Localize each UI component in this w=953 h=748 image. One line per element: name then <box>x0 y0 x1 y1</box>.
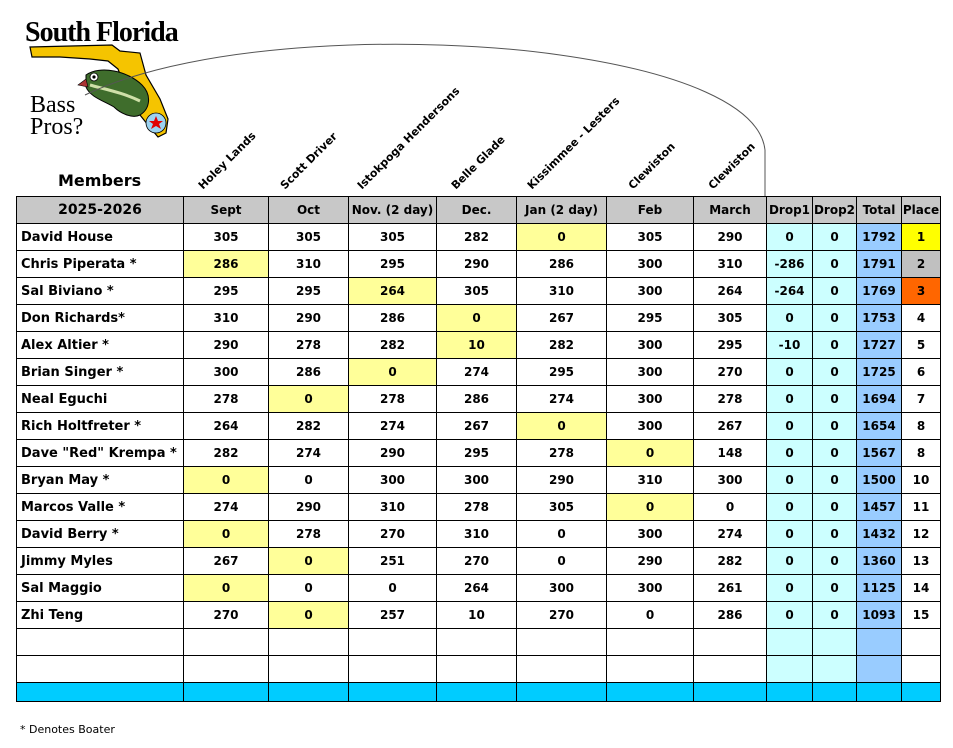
score-cell: 270 <box>349 521 437 548</box>
score-cell: 300 <box>607 575 694 602</box>
score-cell: 0 <box>184 521 269 548</box>
venue-label-dec: Belle Glade <box>448 133 508 192</box>
header-row <box>17 197 941 224</box>
score-cell: 0 <box>349 575 437 602</box>
empty-cell <box>857 629 902 656</box>
score-cell: 300 <box>607 251 694 278</box>
total-cell: 1769 <box>857 278 902 305</box>
score-cell: 310 <box>349 494 437 521</box>
place-cell: 13 <box>902 548 941 575</box>
drop1-cell: 0 <box>767 521 813 548</box>
drop1-cell: -10 <box>767 332 813 359</box>
member-name: Sal Maggio <box>17 575 184 602</box>
member-name: Dave "Red" Krempa * <box>17 440 184 467</box>
score-cell: 300 <box>184 359 269 386</box>
member-name: Rich Holtfreter * <box>17 413 184 440</box>
score-cell: 305 <box>349 224 437 251</box>
empty-cell <box>694 629 767 656</box>
place-cell: 2 <box>902 251 941 278</box>
venue-label-march: Clewiston <box>705 140 758 192</box>
score-cell: 264 <box>437 575 517 602</box>
drop1-cell: 0 <box>767 386 813 413</box>
score-cell: 300 <box>607 521 694 548</box>
place-cell: 14 <box>902 575 941 602</box>
empty-cell <box>17 629 184 656</box>
score-cell: 305 <box>437 278 517 305</box>
place-cell: 8 <box>902 440 941 467</box>
total-cell: 1432 <box>857 521 902 548</box>
score-cell: 278 <box>517 440 607 467</box>
table-row <box>17 386 941 413</box>
footer-bar-cell <box>694 683 767 702</box>
empty-cell <box>902 629 941 656</box>
total-cell: 1654 <box>857 413 902 440</box>
score-cell: 290 <box>607 548 694 575</box>
table-row <box>17 305 941 332</box>
drop2-cell: 0 <box>813 332 857 359</box>
score-cell: 295 <box>349 251 437 278</box>
score-cell: 274 <box>437 359 517 386</box>
score-cell: 282 <box>349 332 437 359</box>
score-cell: 286 <box>694 602 767 629</box>
place-cell: 12 <box>902 521 941 548</box>
member-name: Neal Eguchi <box>17 386 184 413</box>
table-row <box>17 278 941 305</box>
score-cell: 282 <box>269 413 349 440</box>
footer-bar-cell <box>813 683 857 702</box>
score-cell: 295 <box>184 278 269 305</box>
score-cell: 0 <box>607 602 694 629</box>
member-name: Don Richards* <box>17 305 184 332</box>
score-cell: 0 <box>607 440 694 467</box>
score-cell: 310 <box>517 278 607 305</box>
score-cell: 267 <box>694 413 767 440</box>
empty-cell <box>902 656 941 683</box>
table-row <box>17 359 941 386</box>
score-cell: 274 <box>517 386 607 413</box>
score-cell: 295 <box>269 278 349 305</box>
table-row <box>17 440 941 467</box>
venue-label-nov: Istokpoga Hendersons <box>354 84 463 192</box>
drop1-cell: -286 <box>767 251 813 278</box>
empty-cell <box>269 656 349 683</box>
drop2-cell: 0 <box>813 521 857 548</box>
total-cell: 1725 <box>857 359 902 386</box>
footer-bar-cell <box>607 683 694 702</box>
place-cell: 1 <box>902 224 941 251</box>
drop2-cell: 0 <box>813 251 857 278</box>
score-cell: 300 <box>437 467 517 494</box>
score-cell: 0 <box>517 521 607 548</box>
score-cell: 278 <box>269 521 349 548</box>
score-cell: 310 <box>437 521 517 548</box>
drop2-cell: 0 <box>813 278 857 305</box>
score-cell: 282 <box>694 548 767 575</box>
member-name: Zhi Teng <box>17 602 184 629</box>
score-cell: 290 <box>349 440 437 467</box>
place-cell: 7 <box>902 386 941 413</box>
empty-cell <box>767 656 813 683</box>
score-cell: 282 <box>184 440 269 467</box>
empty-cell <box>437 629 517 656</box>
member-name: Bryan May * <box>17 467 184 494</box>
venue-label-sept: Holey Lands <box>195 129 259 192</box>
empty-cell <box>694 656 767 683</box>
venue-label-oct: Scott Driver <box>277 129 340 192</box>
place-cell: 11 <box>902 494 941 521</box>
score-cell: 0 <box>269 467 349 494</box>
col-header-jan: Jan (2 day) <box>517 197 607 224</box>
score-cell: 0 <box>437 305 517 332</box>
table-row <box>17 548 941 575</box>
drop1-cell: 0 <box>767 494 813 521</box>
col-header-dec: Dec. <box>437 197 517 224</box>
member-name: Jimmy Myles <box>17 548 184 575</box>
drop2-cell: 0 <box>813 575 857 602</box>
score-cell: 300 <box>607 359 694 386</box>
score-cell: 305 <box>184 224 269 251</box>
drop1-cell: 0 <box>767 548 813 575</box>
score-cell: 0 <box>269 602 349 629</box>
score-cell: 270 <box>694 359 767 386</box>
score-cell: 278 <box>437 494 517 521</box>
drop1-cell: 0 <box>767 359 813 386</box>
score-cell: 0 <box>517 224 607 251</box>
total-cell: 1125 <box>857 575 902 602</box>
empty-cell <box>269 629 349 656</box>
score-cell: 300 <box>607 386 694 413</box>
drop2-cell: 0 <box>813 305 857 332</box>
score-cell: 310 <box>694 251 767 278</box>
col-header-feb: Feb <box>607 197 694 224</box>
col-header-total: Total <box>857 197 902 224</box>
total-cell: 1791 <box>857 251 902 278</box>
score-cell: 305 <box>607 224 694 251</box>
drop2-cell: 0 <box>813 548 857 575</box>
score-cell: 278 <box>349 386 437 413</box>
footer-bar-cell <box>517 683 607 702</box>
empty-cell <box>349 629 437 656</box>
total-cell: 1792 <box>857 224 902 251</box>
score-cell: 278 <box>269 332 349 359</box>
table-row <box>17 575 941 602</box>
empty-cell <box>607 629 694 656</box>
score-cell: 290 <box>269 305 349 332</box>
score-cell: 274 <box>349 413 437 440</box>
total-cell: 1567 <box>857 440 902 467</box>
score-cell: 300 <box>607 332 694 359</box>
score-cell: 282 <box>437 224 517 251</box>
score-cell: 0 <box>349 359 437 386</box>
venue-label-jan: Kissimmee - Lesters <box>524 94 623 192</box>
logo-title: South Florida <box>25 17 178 48</box>
empty-cell <box>517 656 607 683</box>
score-cell: 300 <box>349 467 437 494</box>
table-row <box>17 251 941 278</box>
score-cell: 278 <box>694 386 767 413</box>
score-cell: 290 <box>269 494 349 521</box>
score-cell: 295 <box>517 359 607 386</box>
score-cell: 286 <box>349 305 437 332</box>
drop2-cell: 0 <box>813 440 857 467</box>
score-cell: 0 <box>607 494 694 521</box>
place-cell: 5 <box>902 332 941 359</box>
total-cell: 1694 <box>857 386 902 413</box>
place-cell: 8 <box>902 413 941 440</box>
place-cell: 3 <box>902 278 941 305</box>
empty-cell <box>184 629 269 656</box>
footer-bar-cell <box>17 683 184 702</box>
score-cell: 270 <box>517 602 607 629</box>
total-cell: 1753 <box>857 305 902 332</box>
footer-bar-cell <box>857 683 902 702</box>
drop1-cell: 0 <box>767 305 813 332</box>
empty-row <box>17 656 941 683</box>
footer-bar-cell <box>767 683 813 702</box>
drop2-cell: 0 <box>813 602 857 629</box>
drop2-cell: 0 <box>813 494 857 521</box>
score-cell: 282 <box>517 332 607 359</box>
score-cell: 0 <box>269 575 349 602</box>
members-label: Members <box>58 171 142 190</box>
score-cell: 278 <box>184 386 269 413</box>
score-cell: 251 <box>349 548 437 575</box>
score-cell: 270 <box>184 602 269 629</box>
score-cell: 267 <box>437 413 517 440</box>
empty-cell <box>813 656 857 683</box>
table-row <box>17 224 941 251</box>
empty-cell <box>17 656 184 683</box>
score-cell: 310 <box>607 467 694 494</box>
standings-table <box>16 196 941 702</box>
empty-cell <box>184 656 269 683</box>
score-cell: 264 <box>694 278 767 305</box>
col-header-march: March <box>694 197 767 224</box>
score-cell: 310 <box>184 305 269 332</box>
score-cell: 274 <box>184 494 269 521</box>
footer-bar-cell <box>437 683 517 702</box>
score-cell: 295 <box>437 440 517 467</box>
score-cell: 0 <box>694 494 767 521</box>
table-row <box>17 521 941 548</box>
score-cell: 290 <box>694 224 767 251</box>
member-name: David House <box>17 224 184 251</box>
score-cell: 261 <box>694 575 767 602</box>
score-cell: 257 <box>349 602 437 629</box>
table-row <box>17 467 941 494</box>
member-name: Chris Piperata * <box>17 251 184 278</box>
logo-line-pros: Pros? <box>30 114 84 140</box>
col-header-drop2: Drop2 <box>813 197 857 224</box>
score-cell: 0 <box>269 548 349 575</box>
score-cell: 300 <box>607 413 694 440</box>
total-cell: 1093 <box>857 602 902 629</box>
score-cell: 300 <box>607 278 694 305</box>
footer-bar-row <box>17 683 941 702</box>
score-cell: 305 <box>517 494 607 521</box>
empty-row <box>17 629 941 656</box>
drop2-cell: 0 <box>813 386 857 413</box>
footer-bar-cell <box>349 683 437 702</box>
table-row <box>17 413 941 440</box>
drop1-cell: 0 <box>767 224 813 251</box>
member-name: Sal Biviano * <box>17 278 184 305</box>
empty-cell <box>857 656 902 683</box>
logo-line-bass: Bass <box>30 92 76 118</box>
drop2-cell: 0 <box>813 224 857 251</box>
empty-cell <box>813 629 857 656</box>
season-label: 2025-2026 <box>17 197 184 224</box>
score-cell: 0 <box>269 386 349 413</box>
score-cell: 0 <box>184 467 269 494</box>
score-cell: 295 <box>607 305 694 332</box>
drop2-cell: 0 <box>813 413 857 440</box>
member-name: Alex Altier * <box>17 332 184 359</box>
place-cell: 15 <box>902 602 941 629</box>
score-cell: 295 <box>694 332 767 359</box>
drop1-cell: 0 <box>767 602 813 629</box>
drop1-cell: 0 <box>767 413 813 440</box>
score-cell: 286 <box>437 386 517 413</box>
footer-bar-cell <box>902 683 941 702</box>
empty-cell <box>437 656 517 683</box>
score-cell: 305 <box>694 305 767 332</box>
score-cell: 270 <box>437 548 517 575</box>
score-cell: 10 <box>437 332 517 359</box>
drop1-cell: 0 <box>767 440 813 467</box>
drop1-cell: 0 <box>767 575 813 602</box>
member-name: David Berry * <box>17 521 184 548</box>
drop2-cell: 0 <box>813 359 857 386</box>
score-cell: 300 <box>694 467 767 494</box>
place-cell: 10 <box>902 467 941 494</box>
col-header-place: Place <box>902 197 941 224</box>
score-cell: 267 <box>184 548 269 575</box>
empty-cell <box>767 629 813 656</box>
total-cell: 1500 <box>857 467 902 494</box>
score-cell: 310 <box>269 251 349 278</box>
score-cell: 286 <box>517 251 607 278</box>
member-name: Marcos Valle * <box>17 494 184 521</box>
score-cell: 286 <box>269 359 349 386</box>
place-cell: 6 <box>902 359 941 386</box>
score-cell: 148 <box>694 440 767 467</box>
col-header-drop1: Drop1 <box>767 197 813 224</box>
footer-bar-cell <box>184 683 269 702</box>
score-cell: 10 <box>437 602 517 629</box>
empty-cell <box>517 629 607 656</box>
col-header-sept: Sept <box>184 197 269 224</box>
drop1-cell: 0 <box>767 467 813 494</box>
score-cell: 267 <box>517 305 607 332</box>
score-cell: 0 <box>184 575 269 602</box>
score-cell: 290 <box>184 332 269 359</box>
table-row <box>17 494 941 521</box>
footer-bar-cell <box>269 683 349 702</box>
member-name: Brian Singer * <box>17 359 184 386</box>
footnote: * Denotes Boater <box>20 723 115 736</box>
col-header-nov: Nov. (2 day) <box>349 197 437 224</box>
total-cell: 1457 <box>857 494 902 521</box>
score-cell: 274 <box>269 440 349 467</box>
table-row <box>17 602 941 629</box>
score-cell: 264 <box>349 278 437 305</box>
venue-label-feb: Clewiston <box>625 140 678 192</box>
score-cell: 0 <box>517 548 607 575</box>
score-cell: 300 <box>517 575 607 602</box>
empty-cell <box>349 656 437 683</box>
score-cell: 264 <box>184 413 269 440</box>
logo-subtitle <box>30 94 83 138</box>
score-cell: 286 <box>184 251 269 278</box>
total-cell: 1727 <box>857 332 902 359</box>
drop1-cell: -264 <box>767 278 813 305</box>
score-cell: 274 <box>694 521 767 548</box>
total-cell: 1360 <box>857 548 902 575</box>
place-cell: 4 <box>902 305 941 332</box>
score-cell: 0 <box>517 413 607 440</box>
empty-cell <box>607 656 694 683</box>
col-header-oct: Oct <box>269 197 349 224</box>
score-cell: 290 <box>437 251 517 278</box>
table-row <box>17 332 941 359</box>
score-cell: 305 <box>269 224 349 251</box>
drop2-cell: 0 <box>813 467 857 494</box>
score-cell: 290 <box>517 467 607 494</box>
